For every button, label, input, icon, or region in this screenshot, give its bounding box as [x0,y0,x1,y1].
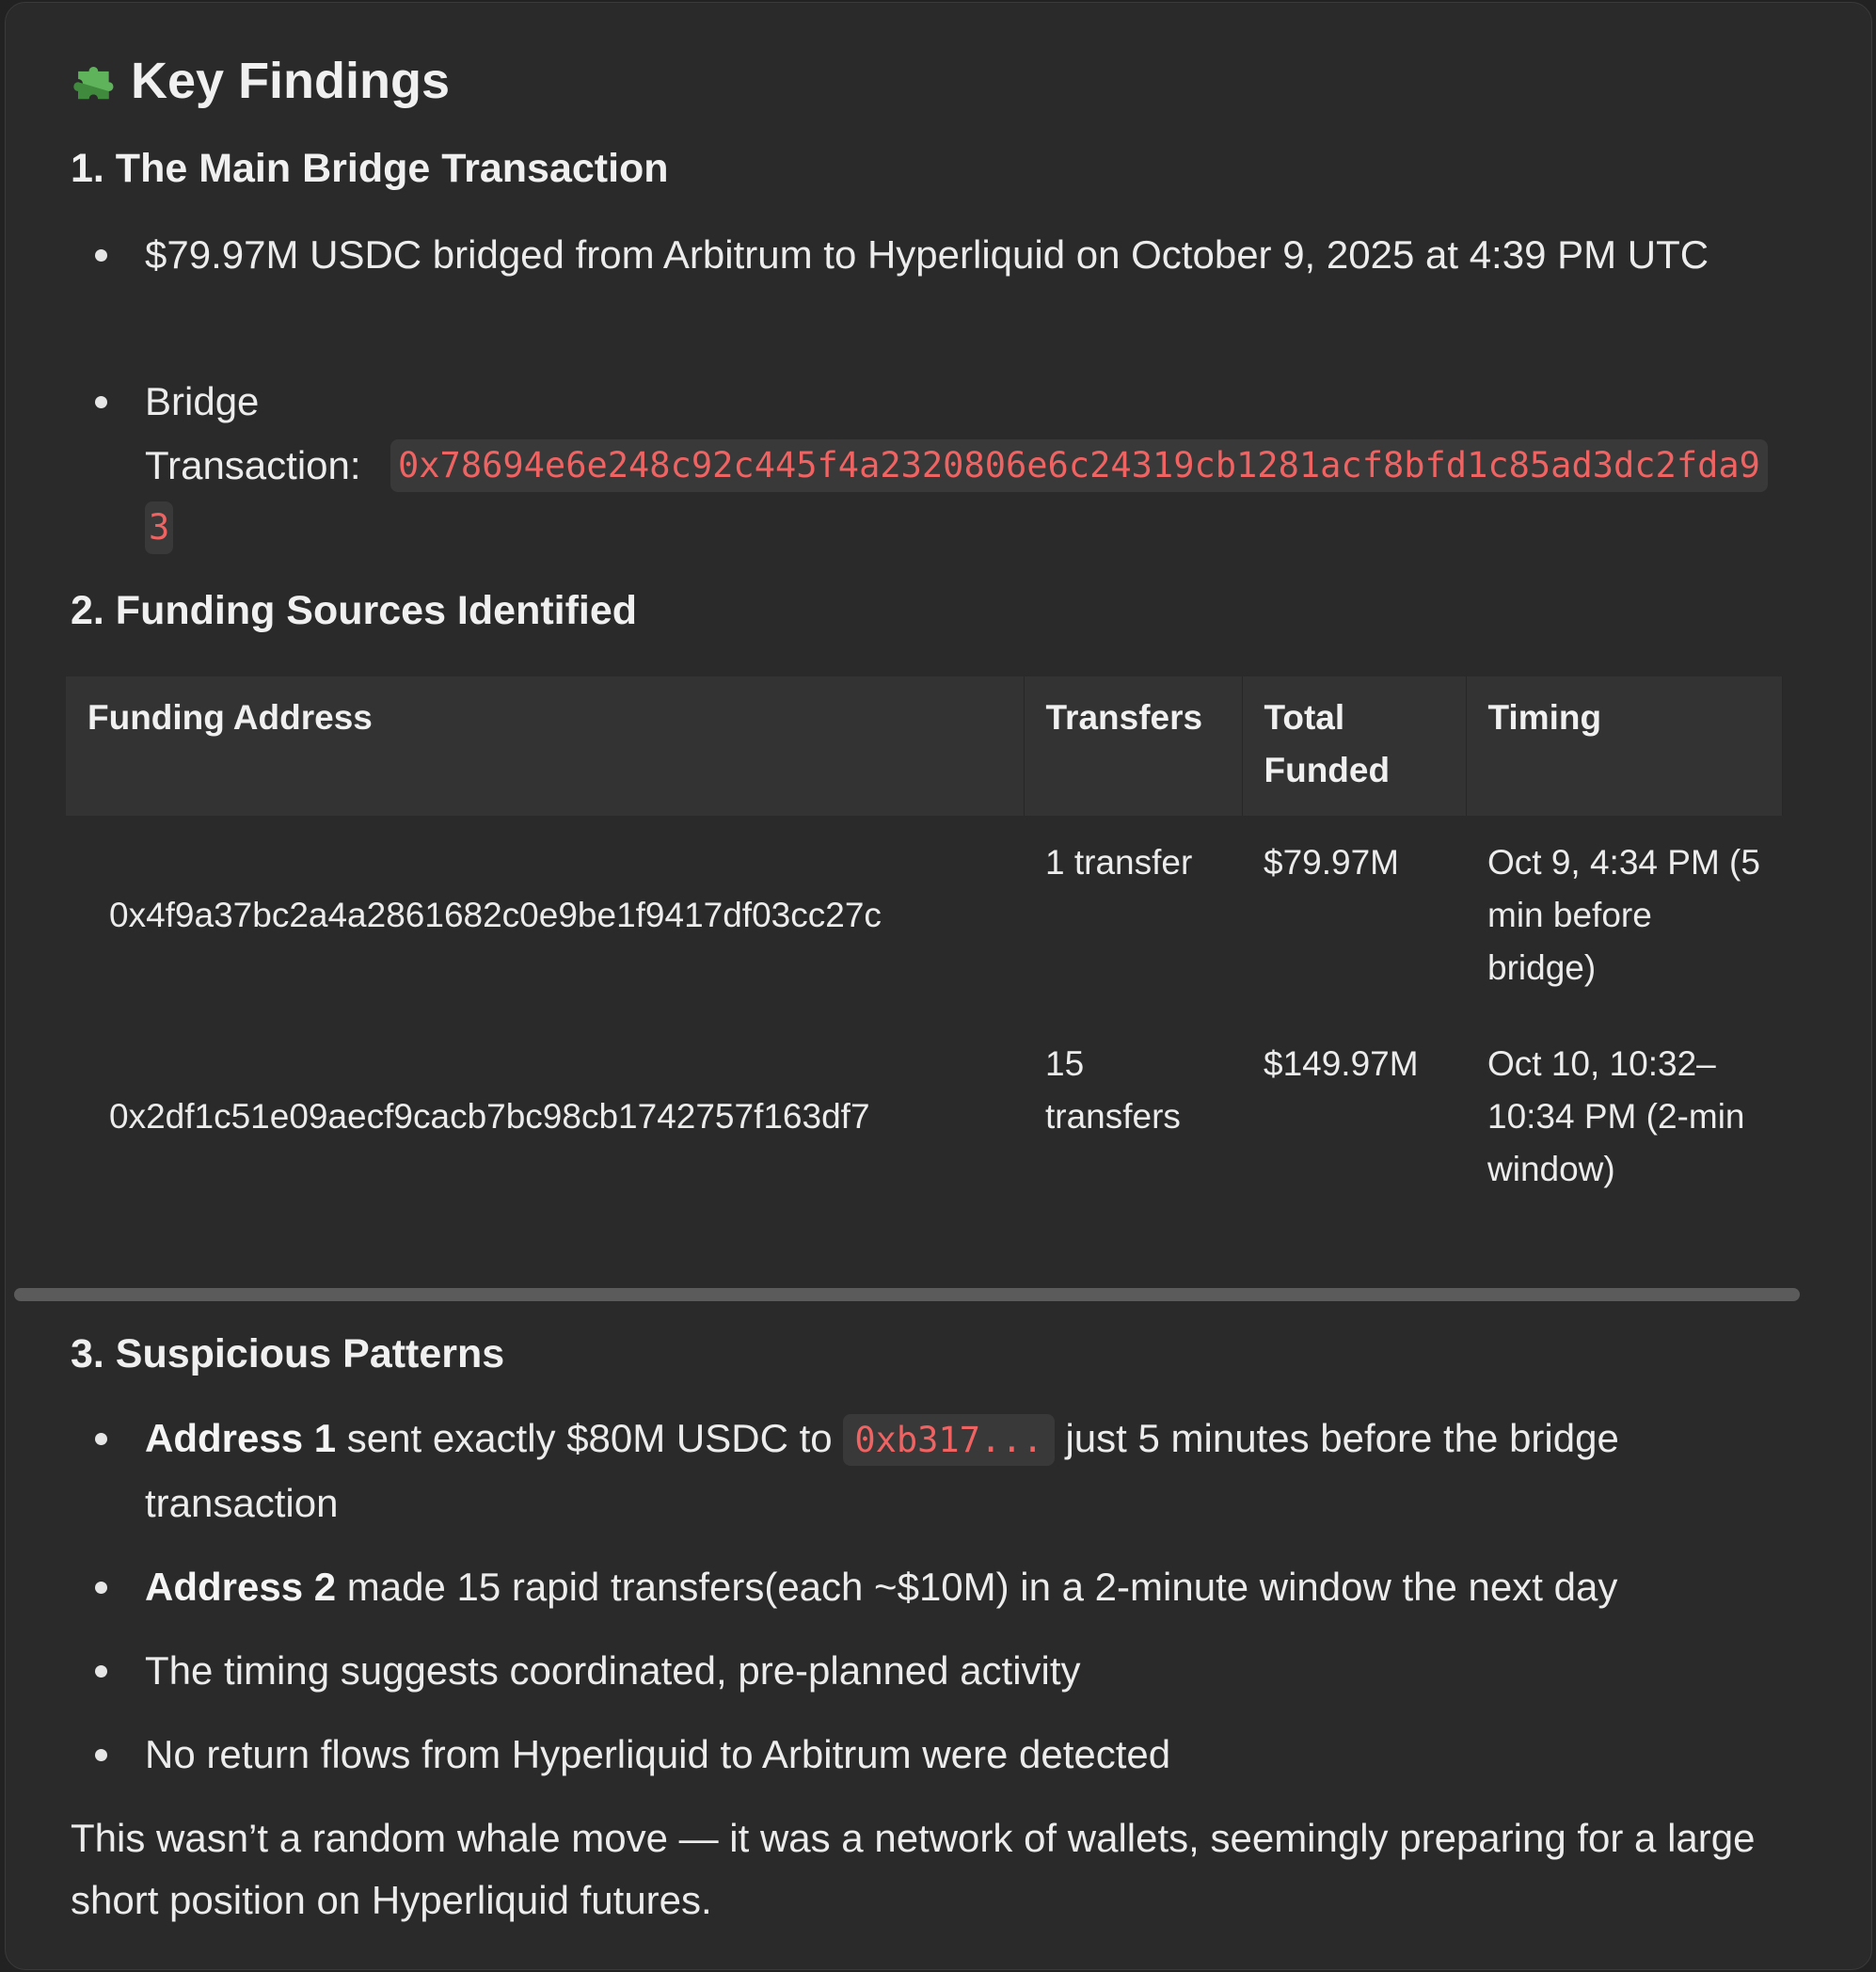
timing-cell: Oct 9, 4:34 PM (5 min before bridge) [1487,843,1760,987]
timing-cell: Oct 10, 10:32–10:34 PM (2-min window) [1487,1044,1745,1188]
funding-sources-table [66,676,1783,1218]
list-item [71,1723,1820,1786]
funding-address-cell: 0x2df1c51e09aecf9cacb7bc98cb1742757f163df7 [109,1097,870,1136]
header-timing: Timing [1466,676,1782,816]
section3-list [71,1407,1820,1786]
pattern-2-text: made 15 rapid transfers(each ~$10M) in a 2-minute window the next day [336,1565,1618,1609]
puzzle-piece-icon [71,55,119,103]
header-total-funded: Total Funded [1242,676,1466,816]
pattern-3-text: The timing suggests coordinated, pre-planned activity [145,1648,1081,1693]
transfers-cell: 1 transfer [1045,843,1193,882]
table-row [66,1017,1782,1218]
page-title [71,48,450,114]
list-item [71,370,1820,558]
section3-heading: 3. Suspicious Patterns [71,1331,505,1376]
section2-heading: 2. Funding Sources Identified [71,588,638,633]
transfers-cell: 15 transfers [1045,1044,1181,1136]
bridge-tx-hash[interactable]: 0x78694e6e248c92c445f4a2320806e6c24319cb1281acf8bfd1c85ad3dc2fda9 [390,439,1768,492]
table-horizontal-scrollbar[interactable] [14,1288,1800,1301]
list-item [71,1555,1820,1618]
list-item [71,1639,1820,1702]
bridge-summary-text: $79.97M USDC bridged from Arbitrum to Hyperliquid on October 9, 2025 at 4:39 PM UTC [145,232,1709,277]
total-funded-cell: $149.97M [1264,1044,1419,1083]
table-header-row [66,676,1782,816]
funding-address-cell: 0x4f9a37bc2a4a2861682c0e9be1f9417df03cc27c [109,896,882,934]
pattern-4-text: No return flows from Hyperliquid to Arbitrum were detected [145,1732,1171,1776]
page-title-text: Key Findings [131,53,451,109]
table-row [66,816,1782,1017]
funding-table-container [66,676,1782,1218]
section1-list [71,223,1820,286]
header-transfers: Transfers [1024,676,1242,816]
list-item [71,1407,1820,1535]
total-funded-cell: $79.97M [1264,843,1399,882]
address-2-label: Address 2 [145,1565,337,1609]
address-code[interactable]: 0xb317... [843,1414,1054,1466]
section1-list-2 [71,370,1820,558]
closing-paragraph: This wasn’t a random whale move — it was a network of wallets, seemingly preparing for a large short position on Hyperliquid futures. [71,1816,1756,1922]
address-1-label: Address 1 [145,1416,337,1460]
header-funding-address: Funding Address [66,676,1024,816]
bridge-tx-label-line2: Transaction: [145,443,361,487]
message-panel [5,2,1872,1970]
pattern-1-text-b: just 5 minutes before the bridge transaction [145,1416,1619,1525]
bridge-tx-hash-continued[interactable]: 3 [145,501,173,554]
section1-heading: 1. The Main Bridge Transaction [71,146,669,191]
list-item [71,223,1820,286]
bridge-tx-label-line1: Bridge [145,379,260,423]
pattern-1-text-a: sent exactly $80M USDC to [336,1416,844,1460]
